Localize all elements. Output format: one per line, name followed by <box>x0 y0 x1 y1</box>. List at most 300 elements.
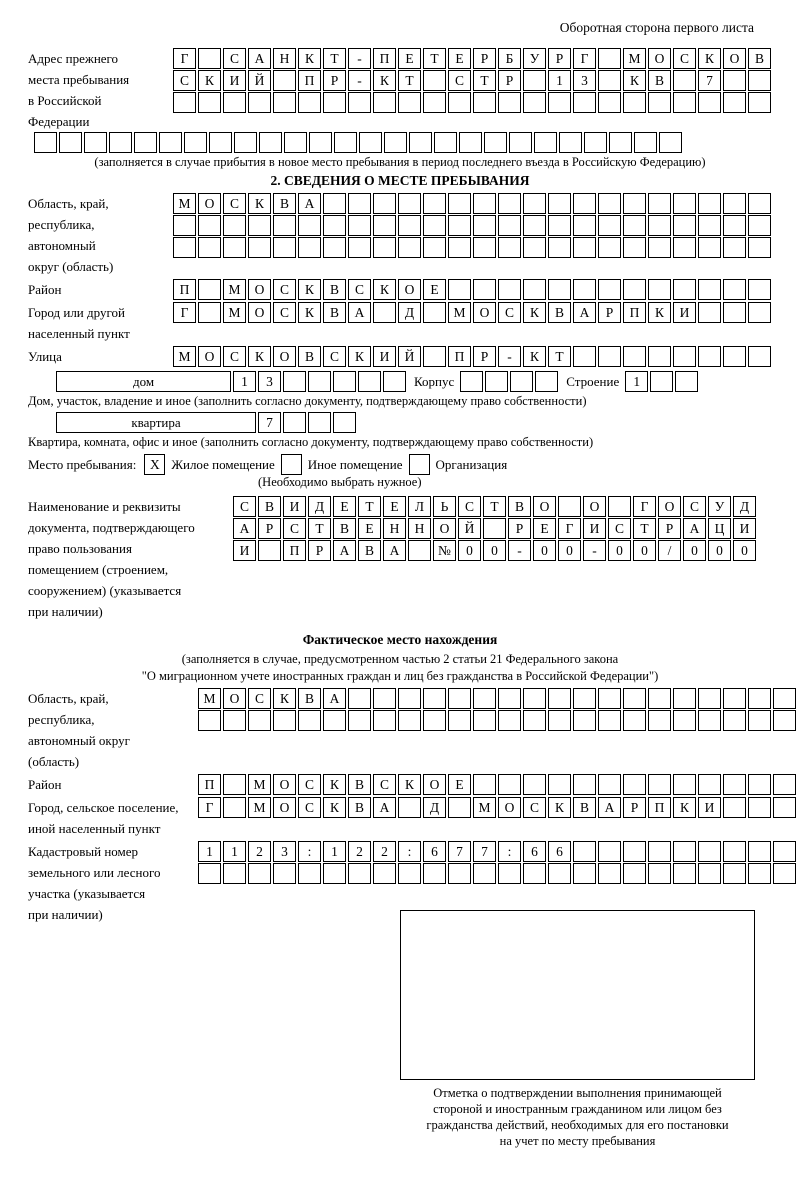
char-cell[interactable] <box>609 132 632 153</box>
char-cell[interactable]: И <box>233 540 256 561</box>
char-cell[interactable]: О <box>248 302 271 323</box>
char-cell[interactable]: С <box>458 496 481 517</box>
char-cell[interactable] <box>348 237 371 258</box>
char-cell[interactable] <box>34 132 57 153</box>
char-cell[interactable]: О <box>198 346 221 367</box>
char-cell[interactable] <box>473 92 496 113</box>
char-cell[interactable] <box>283 412 306 433</box>
char-cell[interactable] <box>423 710 446 731</box>
char-cell[interactable]: А <box>348 302 371 323</box>
char-cell[interactable] <box>298 92 321 113</box>
char-cell[interactable]: Р <box>473 346 496 367</box>
char-cell[interactable]: П <box>448 346 471 367</box>
char-cell[interactable] <box>498 279 521 300</box>
char-cell[interactable]: 0 <box>533 540 556 561</box>
char-cell[interactable] <box>673 863 696 884</box>
char-cell[interactable]: О <box>273 346 296 367</box>
char-cell[interactable] <box>623 193 646 214</box>
char-cell[interactable]: М <box>223 302 246 323</box>
char-cell[interactable] <box>333 412 356 433</box>
char-cell[interactable] <box>698 346 721 367</box>
char-cell[interactable]: О <box>248 279 271 300</box>
char-cell[interactable]: Р <box>548 48 571 69</box>
char-cell[interactable]: 3 <box>258 371 281 392</box>
char-cell[interactable] <box>448 215 471 236</box>
char-cell[interactable]: С <box>348 279 371 300</box>
char-cell[interactable] <box>723 774 746 795</box>
char-cell[interactable] <box>573 710 596 731</box>
char-cell[interactable] <box>648 863 671 884</box>
char-cell[interactable] <box>498 237 521 258</box>
char-cell[interactable] <box>523 688 546 709</box>
char-cell[interactable]: В <box>333 518 356 539</box>
char-cell[interactable] <box>598 688 621 709</box>
char-cell[interactable] <box>573 688 596 709</box>
char-cell[interactable] <box>223 797 246 818</box>
char-cell[interactable] <box>723 92 746 113</box>
char-cell[interactable] <box>523 70 546 91</box>
char-cell[interactable]: А <box>323 688 346 709</box>
char-cell[interactable]: Л <box>408 496 431 517</box>
char-cell[interactable] <box>473 237 496 258</box>
char-cell[interactable] <box>723 302 746 323</box>
char-cell[interactable]: 6 <box>423 841 446 862</box>
char-cell[interactable]: - <box>348 70 371 91</box>
char-cell[interactable]: Ь <box>433 496 456 517</box>
char-cell[interactable]: 0 <box>558 540 581 561</box>
char-cell[interactable]: К <box>673 797 696 818</box>
char-cell[interactable]: 1 <box>233 371 256 392</box>
char-cell[interactable]: К <box>298 302 321 323</box>
char-cell[interactable] <box>484 132 507 153</box>
char-cell[interactable]: О <box>658 496 681 517</box>
house-field-label[interactable]: дом <box>56 371 231 392</box>
char-cell[interactable]: 2 <box>248 841 271 862</box>
char-cell[interactable] <box>258 540 281 561</box>
char-cell[interactable] <box>373 92 396 113</box>
char-cell[interactable] <box>723 70 746 91</box>
char-cell[interactable] <box>273 710 296 731</box>
char-cell[interactable]: К <box>623 70 646 91</box>
char-cell[interactable] <box>248 710 271 731</box>
char-cell[interactable] <box>598 710 621 731</box>
char-cell[interactable]: Т <box>548 346 571 367</box>
char-cell[interactable] <box>498 688 521 709</box>
char-cell[interactable] <box>448 710 471 731</box>
char-cell[interactable]: О <box>423 774 446 795</box>
char-cell[interactable]: О <box>433 518 456 539</box>
char-cell[interactable] <box>248 863 271 884</box>
char-cell[interactable] <box>523 92 546 113</box>
char-cell[interactable] <box>634 132 657 153</box>
char-cell[interactable]: С <box>323 346 346 367</box>
char-cell[interactable]: И <box>583 518 606 539</box>
char-cell[interactable]: 7 <box>258 412 281 433</box>
char-cell[interactable]: № <box>433 540 456 561</box>
char-cell[interactable] <box>773 774 796 795</box>
char-cell[interactable] <box>623 237 646 258</box>
char-cell[interactable] <box>334 132 357 153</box>
char-cell[interactable] <box>648 279 671 300</box>
char-cell[interactable] <box>473 193 496 214</box>
char-cell[interactable]: С <box>248 688 271 709</box>
char-cell[interactable] <box>623 774 646 795</box>
char-cell[interactable]: Г <box>198 797 221 818</box>
char-cell[interactable]: У <box>523 48 546 69</box>
char-cell[interactable] <box>473 279 496 300</box>
char-cell[interactable] <box>223 863 246 884</box>
char-cell[interactable] <box>209 132 232 153</box>
char-cell[interactable] <box>273 92 296 113</box>
char-cell[interactable] <box>723 193 746 214</box>
char-cell[interactable] <box>359 132 382 153</box>
char-cell[interactable] <box>523 774 546 795</box>
char-cell[interactable]: Р <box>623 797 646 818</box>
char-cell[interactable]: 1 <box>548 70 571 91</box>
char-cell[interactable] <box>423 92 446 113</box>
char-cell[interactable] <box>748 346 771 367</box>
char-cell[interactable] <box>398 193 421 214</box>
char-cell[interactable]: 2 <box>373 841 396 862</box>
char-cell[interactable] <box>548 237 571 258</box>
char-cell[interactable] <box>348 215 371 236</box>
stamp-area[interactable] <box>400 910 755 1080</box>
char-cell[interactable] <box>248 237 271 258</box>
char-cell[interactable] <box>723 346 746 367</box>
char-cell[interactable] <box>673 279 696 300</box>
char-cell[interactable] <box>223 92 246 113</box>
char-cell[interactable]: С <box>283 518 306 539</box>
char-cell[interactable] <box>408 540 431 561</box>
char-cell[interactable]: В <box>348 797 371 818</box>
char-cell[interactable] <box>673 70 696 91</box>
char-cell[interactable] <box>398 688 421 709</box>
char-cell[interactable]: С <box>608 518 631 539</box>
char-cell[interactable] <box>748 279 771 300</box>
char-cell[interactable] <box>573 193 596 214</box>
char-cell[interactable] <box>748 302 771 323</box>
char-cell[interactable] <box>598 863 621 884</box>
char-cell[interactable] <box>298 237 321 258</box>
char-cell[interactable] <box>548 279 571 300</box>
char-cell[interactable] <box>373 688 396 709</box>
char-cell[interactable] <box>283 371 306 392</box>
char-cell[interactable] <box>423 688 446 709</box>
char-cell[interactable] <box>498 774 521 795</box>
char-cell[interactable] <box>698 863 721 884</box>
char-cell[interactable]: 1 <box>223 841 246 862</box>
char-cell[interactable]: Й <box>248 70 271 91</box>
char-cell[interactable] <box>460 371 483 392</box>
char-cell[interactable] <box>198 92 221 113</box>
char-cell[interactable] <box>723 215 746 236</box>
char-cell[interactable]: О <box>583 496 606 517</box>
char-cell[interactable] <box>548 710 571 731</box>
char-cell[interactable] <box>598 237 621 258</box>
char-cell[interactable] <box>348 710 371 731</box>
char-cell[interactable]: 1 <box>625 371 648 392</box>
char-cell[interactable] <box>673 92 696 113</box>
char-cell[interactable] <box>473 863 496 884</box>
char-cell[interactable] <box>448 863 471 884</box>
char-cell[interactable]: М <box>473 797 496 818</box>
char-cell[interactable]: К <box>248 193 271 214</box>
char-cell[interactable] <box>485 371 508 392</box>
char-cell[interactable] <box>748 193 771 214</box>
char-cell[interactable] <box>473 774 496 795</box>
char-cell[interactable]: О <box>273 797 296 818</box>
char-cell[interactable]: К <box>248 346 271 367</box>
char-cell[interactable] <box>698 688 721 709</box>
char-cell[interactable]: 3 <box>573 70 596 91</box>
char-cell[interactable]: Г <box>173 302 196 323</box>
char-cell[interactable]: И <box>373 346 396 367</box>
char-cell[interactable] <box>358 371 381 392</box>
char-cell[interactable] <box>573 346 596 367</box>
char-cell[interactable]: Т <box>398 70 421 91</box>
char-cell[interactable]: К <box>648 302 671 323</box>
char-cell[interactable] <box>483 518 506 539</box>
char-cell[interactable] <box>698 215 721 236</box>
char-cell[interactable]: А <box>598 797 621 818</box>
char-cell[interactable]: А <box>373 797 396 818</box>
char-cell[interactable]: - <box>508 540 531 561</box>
char-cell[interactable] <box>648 193 671 214</box>
char-cell[interactable]: Е <box>533 518 556 539</box>
char-cell[interactable]: Г <box>633 496 656 517</box>
char-cell[interactable] <box>723 237 746 258</box>
char-cell[interactable]: Б <box>498 48 521 69</box>
char-cell[interactable] <box>723 863 746 884</box>
char-cell[interactable]: В <box>273 193 296 214</box>
char-cell[interactable]: Д <box>308 496 331 517</box>
char-cell[interactable]: С <box>498 302 521 323</box>
char-cell[interactable] <box>648 92 671 113</box>
char-cell[interactable] <box>773 797 796 818</box>
char-cell[interactable]: П <box>373 48 396 69</box>
char-cell[interactable]: : <box>298 841 321 862</box>
char-cell[interactable] <box>448 279 471 300</box>
char-cell[interactable] <box>273 863 296 884</box>
char-cell[interactable] <box>398 797 421 818</box>
char-cell[interactable]: Т <box>633 518 656 539</box>
char-cell[interactable]: В <box>298 346 321 367</box>
char-cell[interactable]: : <box>498 841 521 862</box>
char-cell[interactable]: В <box>648 70 671 91</box>
char-cell[interactable] <box>598 215 621 236</box>
char-cell[interactable] <box>448 797 471 818</box>
char-cell[interactable]: / <box>658 540 681 561</box>
char-cell[interactable] <box>650 371 673 392</box>
char-cell[interactable] <box>223 774 246 795</box>
char-cell[interactable] <box>298 215 321 236</box>
char-cell[interactable] <box>548 193 571 214</box>
char-cell[interactable] <box>648 710 671 731</box>
char-cell[interactable] <box>348 688 371 709</box>
char-cell[interactable] <box>723 688 746 709</box>
char-cell[interactable]: М <box>448 302 471 323</box>
char-cell[interactable] <box>373 302 396 323</box>
char-cell[interactable] <box>223 237 246 258</box>
char-cell[interactable] <box>523 237 546 258</box>
char-cell[interactable] <box>373 193 396 214</box>
char-cell[interactable]: Й <box>398 346 421 367</box>
char-cell[interactable]: Т <box>473 70 496 91</box>
char-cell[interactable]: К <box>698 48 721 69</box>
char-cell[interactable]: 0 <box>483 540 506 561</box>
char-cell[interactable] <box>648 237 671 258</box>
char-cell[interactable]: С <box>223 346 246 367</box>
char-cell[interactable]: 7 <box>698 70 721 91</box>
char-cell[interactable] <box>623 841 646 862</box>
char-cell[interactable] <box>698 302 721 323</box>
char-cell[interactable]: Е <box>358 518 381 539</box>
char-cell[interactable] <box>748 774 771 795</box>
char-cell[interactable]: О <box>223 688 246 709</box>
char-cell[interactable]: Р <box>473 48 496 69</box>
char-cell[interactable] <box>234 132 257 153</box>
char-cell[interactable] <box>134 132 157 153</box>
char-cell[interactable]: В <box>323 279 346 300</box>
char-cell[interactable] <box>384 132 407 153</box>
char-cell[interactable] <box>673 193 696 214</box>
char-cell[interactable] <box>273 237 296 258</box>
char-cell[interactable] <box>698 193 721 214</box>
char-cell[interactable]: О <box>398 279 421 300</box>
char-cell[interactable]: М <box>248 774 271 795</box>
char-cell[interactable] <box>323 193 346 214</box>
char-cell[interactable]: А <box>573 302 596 323</box>
char-cell[interactable] <box>623 279 646 300</box>
char-cell[interactable] <box>748 237 771 258</box>
char-cell[interactable]: С <box>373 774 396 795</box>
char-cell[interactable]: О <box>498 797 521 818</box>
char-cell[interactable] <box>573 279 596 300</box>
char-cell[interactable] <box>698 237 721 258</box>
char-cell[interactable] <box>623 346 646 367</box>
char-cell[interactable] <box>298 863 321 884</box>
char-cell[interactable] <box>223 215 246 236</box>
char-cell[interactable] <box>423 193 446 214</box>
char-cell[interactable] <box>623 710 646 731</box>
char-cell[interactable] <box>673 688 696 709</box>
char-cell[interactable]: Е <box>383 496 406 517</box>
char-cell[interactable] <box>223 710 246 731</box>
char-cell[interactable] <box>373 215 396 236</box>
char-cell[interactable] <box>423 302 446 323</box>
char-cell[interactable] <box>723 710 746 731</box>
char-cell[interactable]: 7 <box>473 841 496 862</box>
char-cell[interactable] <box>748 215 771 236</box>
char-cell[interactable]: К <box>323 774 346 795</box>
char-cell[interactable]: Д <box>398 302 421 323</box>
char-cell[interactable]: 3 <box>273 841 296 862</box>
char-cell[interactable]: 0 <box>633 540 656 561</box>
char-cell[interactable]: 6 <box>548 841 571 862</box>
char-cell[interactable] <box>259 132 282 153</box>
char-cell[interactable]: С <box>298 774 321 795</box>
char-cell[interactable] <box>459 132 482 153</box>
char-cell[interactable] <box>333 371 356 392</box>
char-cell[interactable]: Р <box>323 70 346 91</box>
char-cell[interactable]: С <box>448 70 471 91</box>
char-cell[interactable] <box>535 371 558 392</box>
char-cell[interactable] <box>373 237 396 258</box>
char-cell[interactable]: С <box>273 302 296 323</box>
char-cell[interactable]: К <box>298 279 321 300</box>
char-cell[interactable]: М <box>623 48 646 69</box>
char-cell[interactable]: М <box>173 193 196 214</box>
char-cell[interactable]: Р <box>658 518 681 539</box>
char-cell[interactable] <box>198 48 221 69</box>
char-cell[interactable] <box>573 237 596 258</box>
char-cell[interactable]: Е <box>448 774 471 795</box>
char-cell[interactable] <box>698 92 721 113</box>
char-cell[interactable] <box>348 92 371 113</box>
char-cell[interactable] <box>509 132 532 153</box>
char-cell[interactable] <box>159 132 182 153</box>
char-cell[interactable] <box>723 279 746 300</box>
char-cell[interactable] <box>473 688 496 709</box>
char-cell[interactable]: Р <box>308 540 331 561</box>
char-cell[interactable]: И <box>698 797 721 818</box>
char-cell[interactable] <box>698 841 721 862</box>
char-cell[interactable] <box>748 688 771 709</box>
char-cell[interactable]: Т <box>308 518 331 539</box>
char-cell[interactable] <box>423 863 446 884</box>
char-cell[interactable]: И <box>673 302 696 323</box>
char-cell[interactable]: А <box>333 540 356 561</box>
char-cell[interactable] <box>84 132 107 153</box>
char-cell[interactable] <box>109 132 132 153</box>
char-cell[interactable] <box>648 346 671 367</box>
char-cell[interactable] <box>673 215 696 236</box>
char-cell[interactable]: 1 <box>323 841 346 862</box>
char-cell[interactable] <box>448 92 471 113</box>
place-type-checkbox-other[interactable] <box>281 454 302 475</box>
char-cell[interactable] <box>748 70 771 91</box>
char-cell[interactable]: О <box>723 48 746 69</box>
char-cell[interactable] <box>323 237 346 258</box>
char-cell[interactable] <box>548 774 571 795</box>
char-cell[interactable] <box>523 215 546 236</box>
char-cell[interactable] <box>184 132 207 153</box>
char-cell[interactable]: К <box>348 346 371 367</box>
char-cell[interactable] <box>510 371 533 392</box>
char-cell[interactable] <box>598 346 621 367</box>
char-cell[interactable]: В <box>508 496 531 517</box>
char-cell[interactable]: П <box>283 540 306 561</box>
char-cell[interactable] <box>573 92 596 113</box>
char-cell[interactable]: К <box>373 279 396 300</box>
char-cell[interactable] <box>598 841 621 862</box>
char-cell[interactable] <box>648 688 671 709</box>
char-cell[interactable]: Е <box>333 496 356 517</box>
char-cell[interactable] <box>548 215 571 236</box>
char-cell[interactable]: И <box>223 70 246 91</box>
char-cell[interactable] <box>573 841 596 862</box>
char-cell[interactable] <box>573 215 596 236</box>
char-cell[interactable] <box>434 132 457 153</box>
char-cell[interactable] <box>723 841 746 862</box>
char-cell[interactable] <box>608 496 631 517</box>
char-cell[interactable]: 0 <box>683 540 706 561</box>
char-cell[interactable]: В <box>358 540 381 561</box>
char-cell[interactable] <box>648 215 671 236</box>
char-cell[interactable] <box>198 710 221 731</box>
char-cell[interactable]: К <box>298 48 321 69</box>
char-cell[interactable] <box>373 863 396 884</box>
